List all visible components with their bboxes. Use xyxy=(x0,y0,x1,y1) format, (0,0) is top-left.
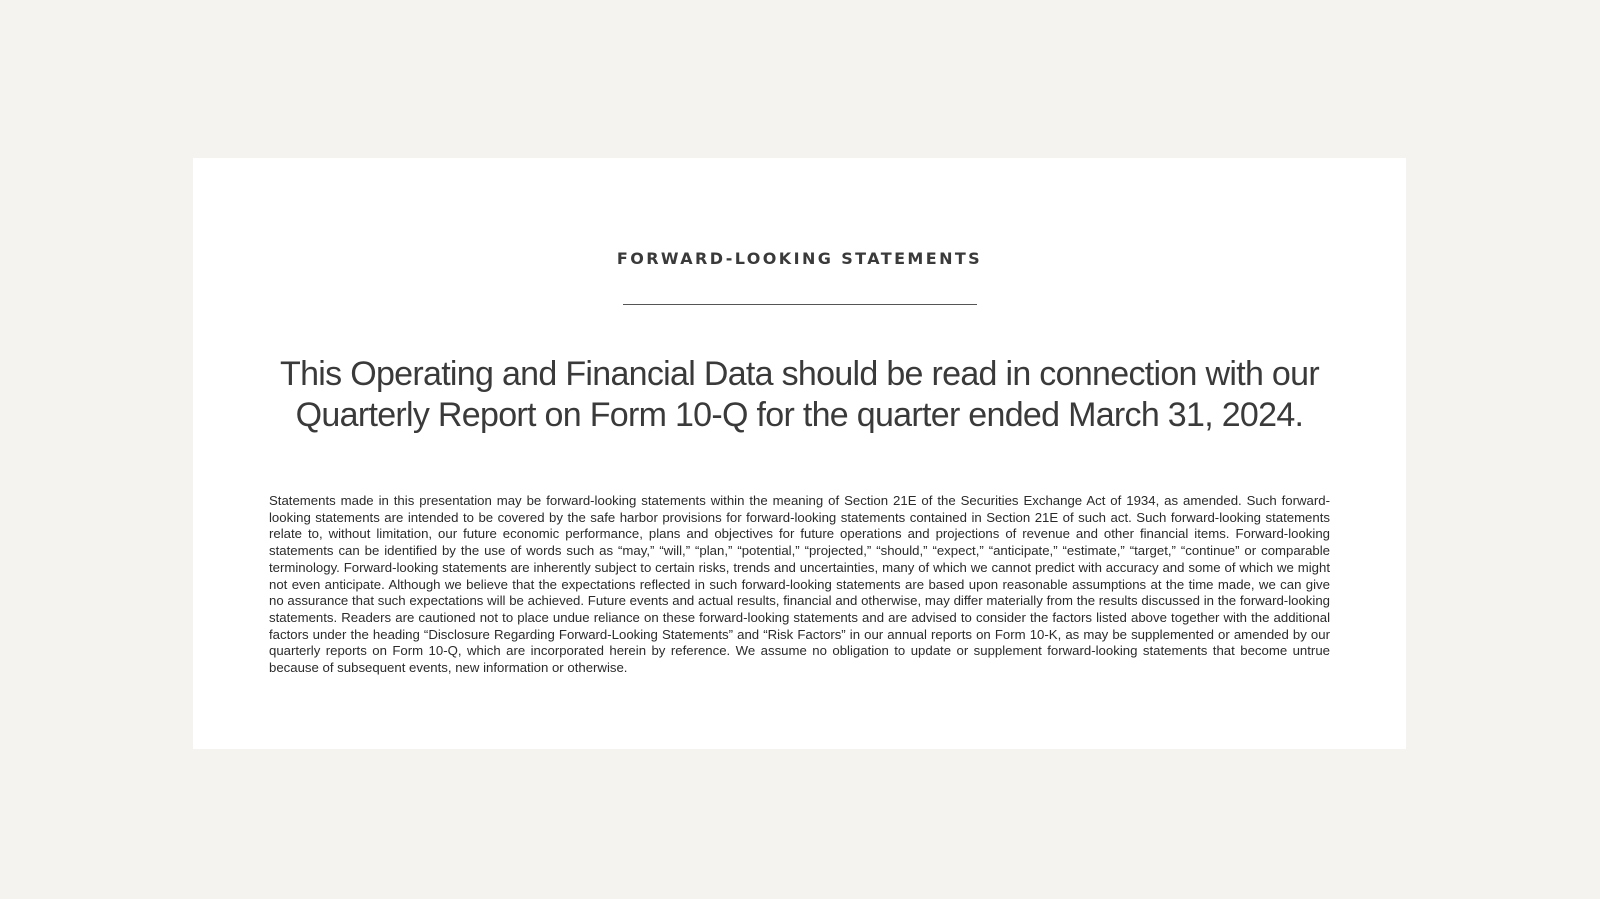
headline-line-1: This Operating and Financial Data should be read in connection with our xyxy=(280,355,1319,393)
headline-line-2: Quarterly Report on Form 10-Q for the quarter ended March 31, 2024. xyxy=(295,396,1304,434)
disclaimer-paragraph: Statements made in this presentation may be forward-looking statements within the meaning of Section 21E of the Securities Exchange Act of 1934, as amended. Such forward-looking statements are intended to be covered by the safe harbor provisions for forward-looking statements contained in Section 21E of such act. Such forward-looking statements relate to, without limitation, our future economic performance, plans and objectives for future operations and projections of revenue and other financial items. Forward-looking statements can be identified by the use of words such as “may,” “will,” “plan,” “potential,” “projected,” “should,” “expect,” “anticipate,” “estimate,” “target,” “continue” or comparable terminology. Forward-looking statements are inherently subject to certain risks, trends and uncertainties, many of which we cannot predict with accuracy and some of which we might not even anticipate. Although we believe that the expectations reflected in such forward-looking statements are based upon reasonable assumptions at the time made, we can give no assurance that such expectations will be achieved. Future events and actual results, financial and otherwise, may differ materially from the results discussed in the forward-looking statements. Readers are cautioned not to place undue reliance on these forward-looking statements and are advised to consider the factors listed above together with the additional factors under the heading “Disclosure Regarding Forward-Looking Statements” and “Risk Factors” in our annual reports on Form 10-K, as may be supplemented or amended by our quarterly reports on Form 10-Q, which are incorporated herein by reference. We assume no obligation to update or supplement forward-looking statements that become untrue because of subsequent events, new information or otherwise. xyxy=(269,493,1330,676)
section-eyebrow: FORWARD-LOOKING STATEMENTS xyxy=(616,249,983,268)
content-card xyxy=(193,158,1406,749)
headline xyxy=(253,354,1346,436)
divider xyxy=(623,304,977,305)
